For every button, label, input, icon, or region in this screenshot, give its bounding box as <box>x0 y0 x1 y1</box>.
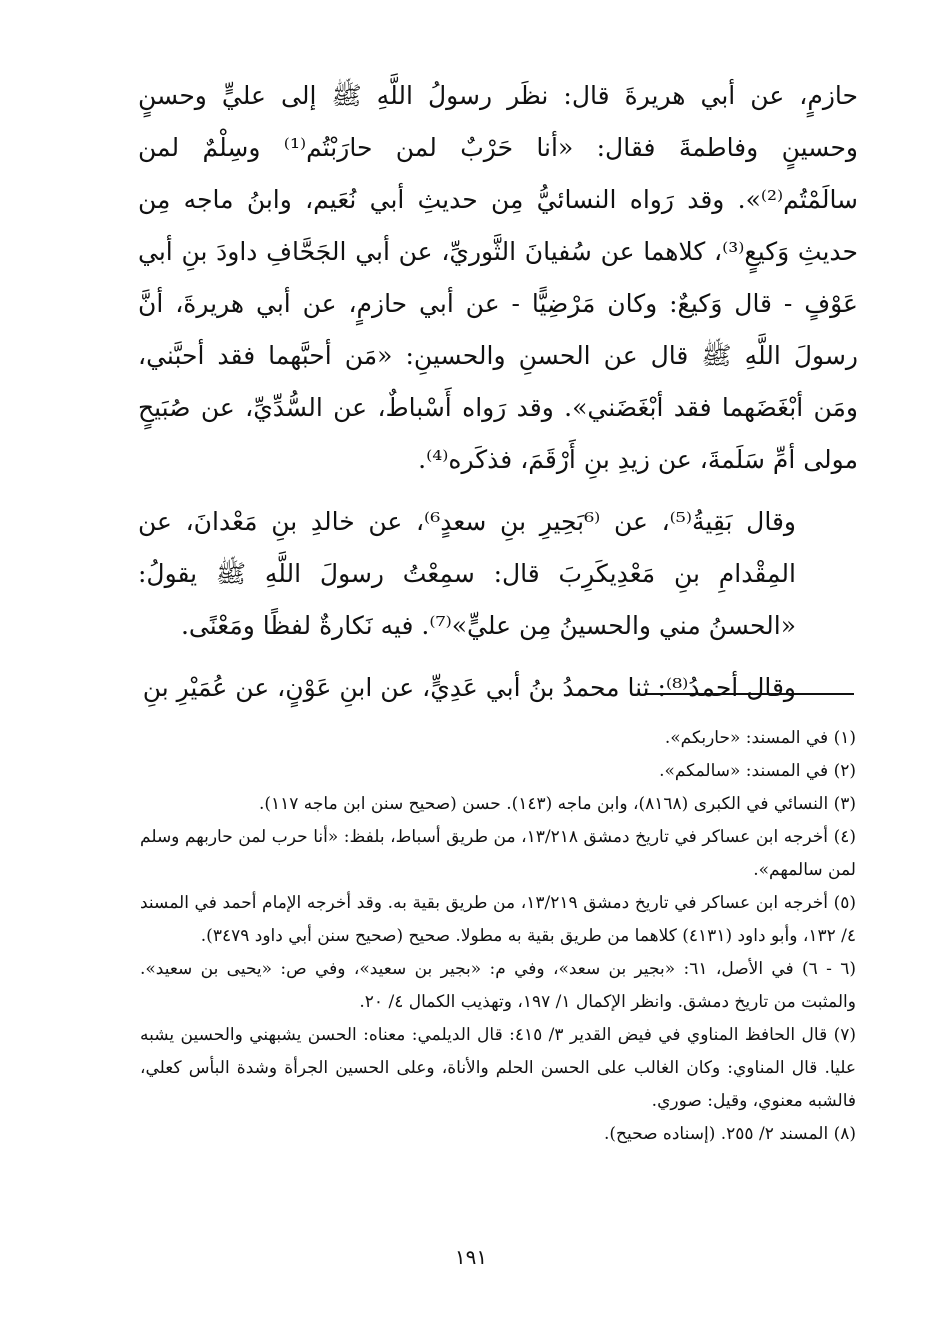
text-line: فقال: «أنا حَرْبٌ لمن حارَبْتُم⁽¹⁾ وسِلْمٌ لمن سالَمْتُم⁽²⁾». وقد رَواه النسائيُّ مِن <box>138 133 859 214</box>
paragraph-3 <box>138 662 858 714</box>
footnotes <box>140 722 856 1151</box>
text-line: وقال بَقِيةُ⁽⁵⁾، عن ⁽⁶بَحِيرِ بنِ سعدٍ⁶⁾، عن خالدِ بنِ مَعْدانَ، عن المِقْدامِ بنِ <box>138 507 796 588</box>
text-line: وقال أحمدُ⁽⁸⁾: ثنا محمدُ بنُ أبي عَدِيٍّ، عن ابنِ عَوْنٍ، عن عُمَيْرِ بنِ <box>142 673 796 702</box>
main-text-area <box>138 70 858 714</box>
page-number: ١٩١ <box>454 1245 488 1269</box>
text-line: السُّدِّيِّ، عن صُبَيحٍ مولى أمِّ سَلَمةَ، عن زيدِ بنِ أَرْقَمَ، فذكَره⁽⁴⁾. <box>138 393 858 474</box>
text-line: مَعْدِيكَرِبَ قال: سمِعْتُ رسولَ اللَّهِ ﷺ يقولُ: «الحسنُ مني والحسينُ مِن <box>138 559 796 640</box>
footnote-6: (٦ - ٦) في الأصل، ٦١: «بجير بن سعد»، وفي م: «بجير بن سعيد»، وفي ص: «يحيى بن سعيد». والمثبت من تاريخ دمشق. وانظر الإكمال ١/ ١٩٧، وتهذيب الكمال ٤/ ٢٠. <box>140 959 856 1012</box>
footnote-5: (٥) أخرجه ابن عساكر في تاريخ دمشق ١٣/٢١٩، من طريق بقية به. وقد أخرجه الإمام أحمد في المسند ٤/ ١٣٢، وأبو داود (٤١٣١) كلاهما من طريق بقية به مطولا. صحيح (صحيح سنن أبي داود ٣٤٧٩). <box>140 893 856 946</box>
text-line: حازمٍ، عن أبي هريرةَ قال: نظَر رسولُ اللَّهِ ﷺ إلى عليٍّ وحسنٍ وحسينٍ وفاطمةَ <box>138 81 858 162</box>
paragraph-1 <box>138 70 858 486</box>
footnote-4: (٤) أخرجه ابن عساكر في تاريخ دمشق ١٣/٢١٨، من طريق أسباط، بلفظ: «أنا حرب لمن حاربهم وسلم لمن سالمهم». <box>140 827 856 880</box>
text-line: عليٍّ»⁽⁷⁾. فيه نَكارةٌ لفظًا ومَعْنًى. <box>180 611 512 640</box>
text-line: أحبَّهما فقد أحبَّني، ومَن أبْغَضَهما فقد أبْغَضَني». وقد رَواه أَسْباطٌ، عن <box>138 341 859 422</box>
footnote-separator <box>646 693 854 695</box>
footnote-3: (٣) النسائي في الكبرى (٨١٦٨)، وابن ماجه (١٤٣). حسن (صحيح سنن ابن ماجه ١١٧). <box>258 794 856 814</box>
body-text <box>138 70 858 714</box>
footnote-2: (٢) في المسند: «سالمكم». <box>659 761 856 781</box>
text-line: حديثِ أبي نُعَيم، وابنُ ماجه مِن حديثِ وَكيعٍ⁽³⁾، كلاهما عن سُفيانَ الثَّوريِّ، <box>138 185 859 266</box>
paragraph-2 <box>138 496 858 652</box>
text-line: حازمٍ، عن أبي هريرةَ، أنَّ رسولَ اللَّهِ ﷺ قال عن الحسنِ والحسينِ: «مَن <box>138 289 858 370</box>
text-line: عن أبي الجَحَّافِ داودَ بنِ أبي عَوْفٍ - قال وَكيعٌ: وكان مَرْضِيًّا - عن أبي <box>138 237 858 318</box>
footnote-1: (١) في المسند: «حاربكم». <box>664 728 856 748</box>
footnote-7: (٧) قال الحافظ المناوي في فيض القدير ٣/ ٤١٥: قال الديلمي: معناه: الحسن يشبهني والحسين يشبه عليا. قال المناوي: وكان الغالب على الحسن الحلم والأناة، وعلى الحسين الجرأة وشدة البأس كعلي، فالشبه معنوي، وقيل: صوري. <box>140 1025 856 1111</box>
footnote-8: (٨) المسند ٢/ ٢٥٥. (إسناده صحيح). <box>603 1124 856 1144</box>
